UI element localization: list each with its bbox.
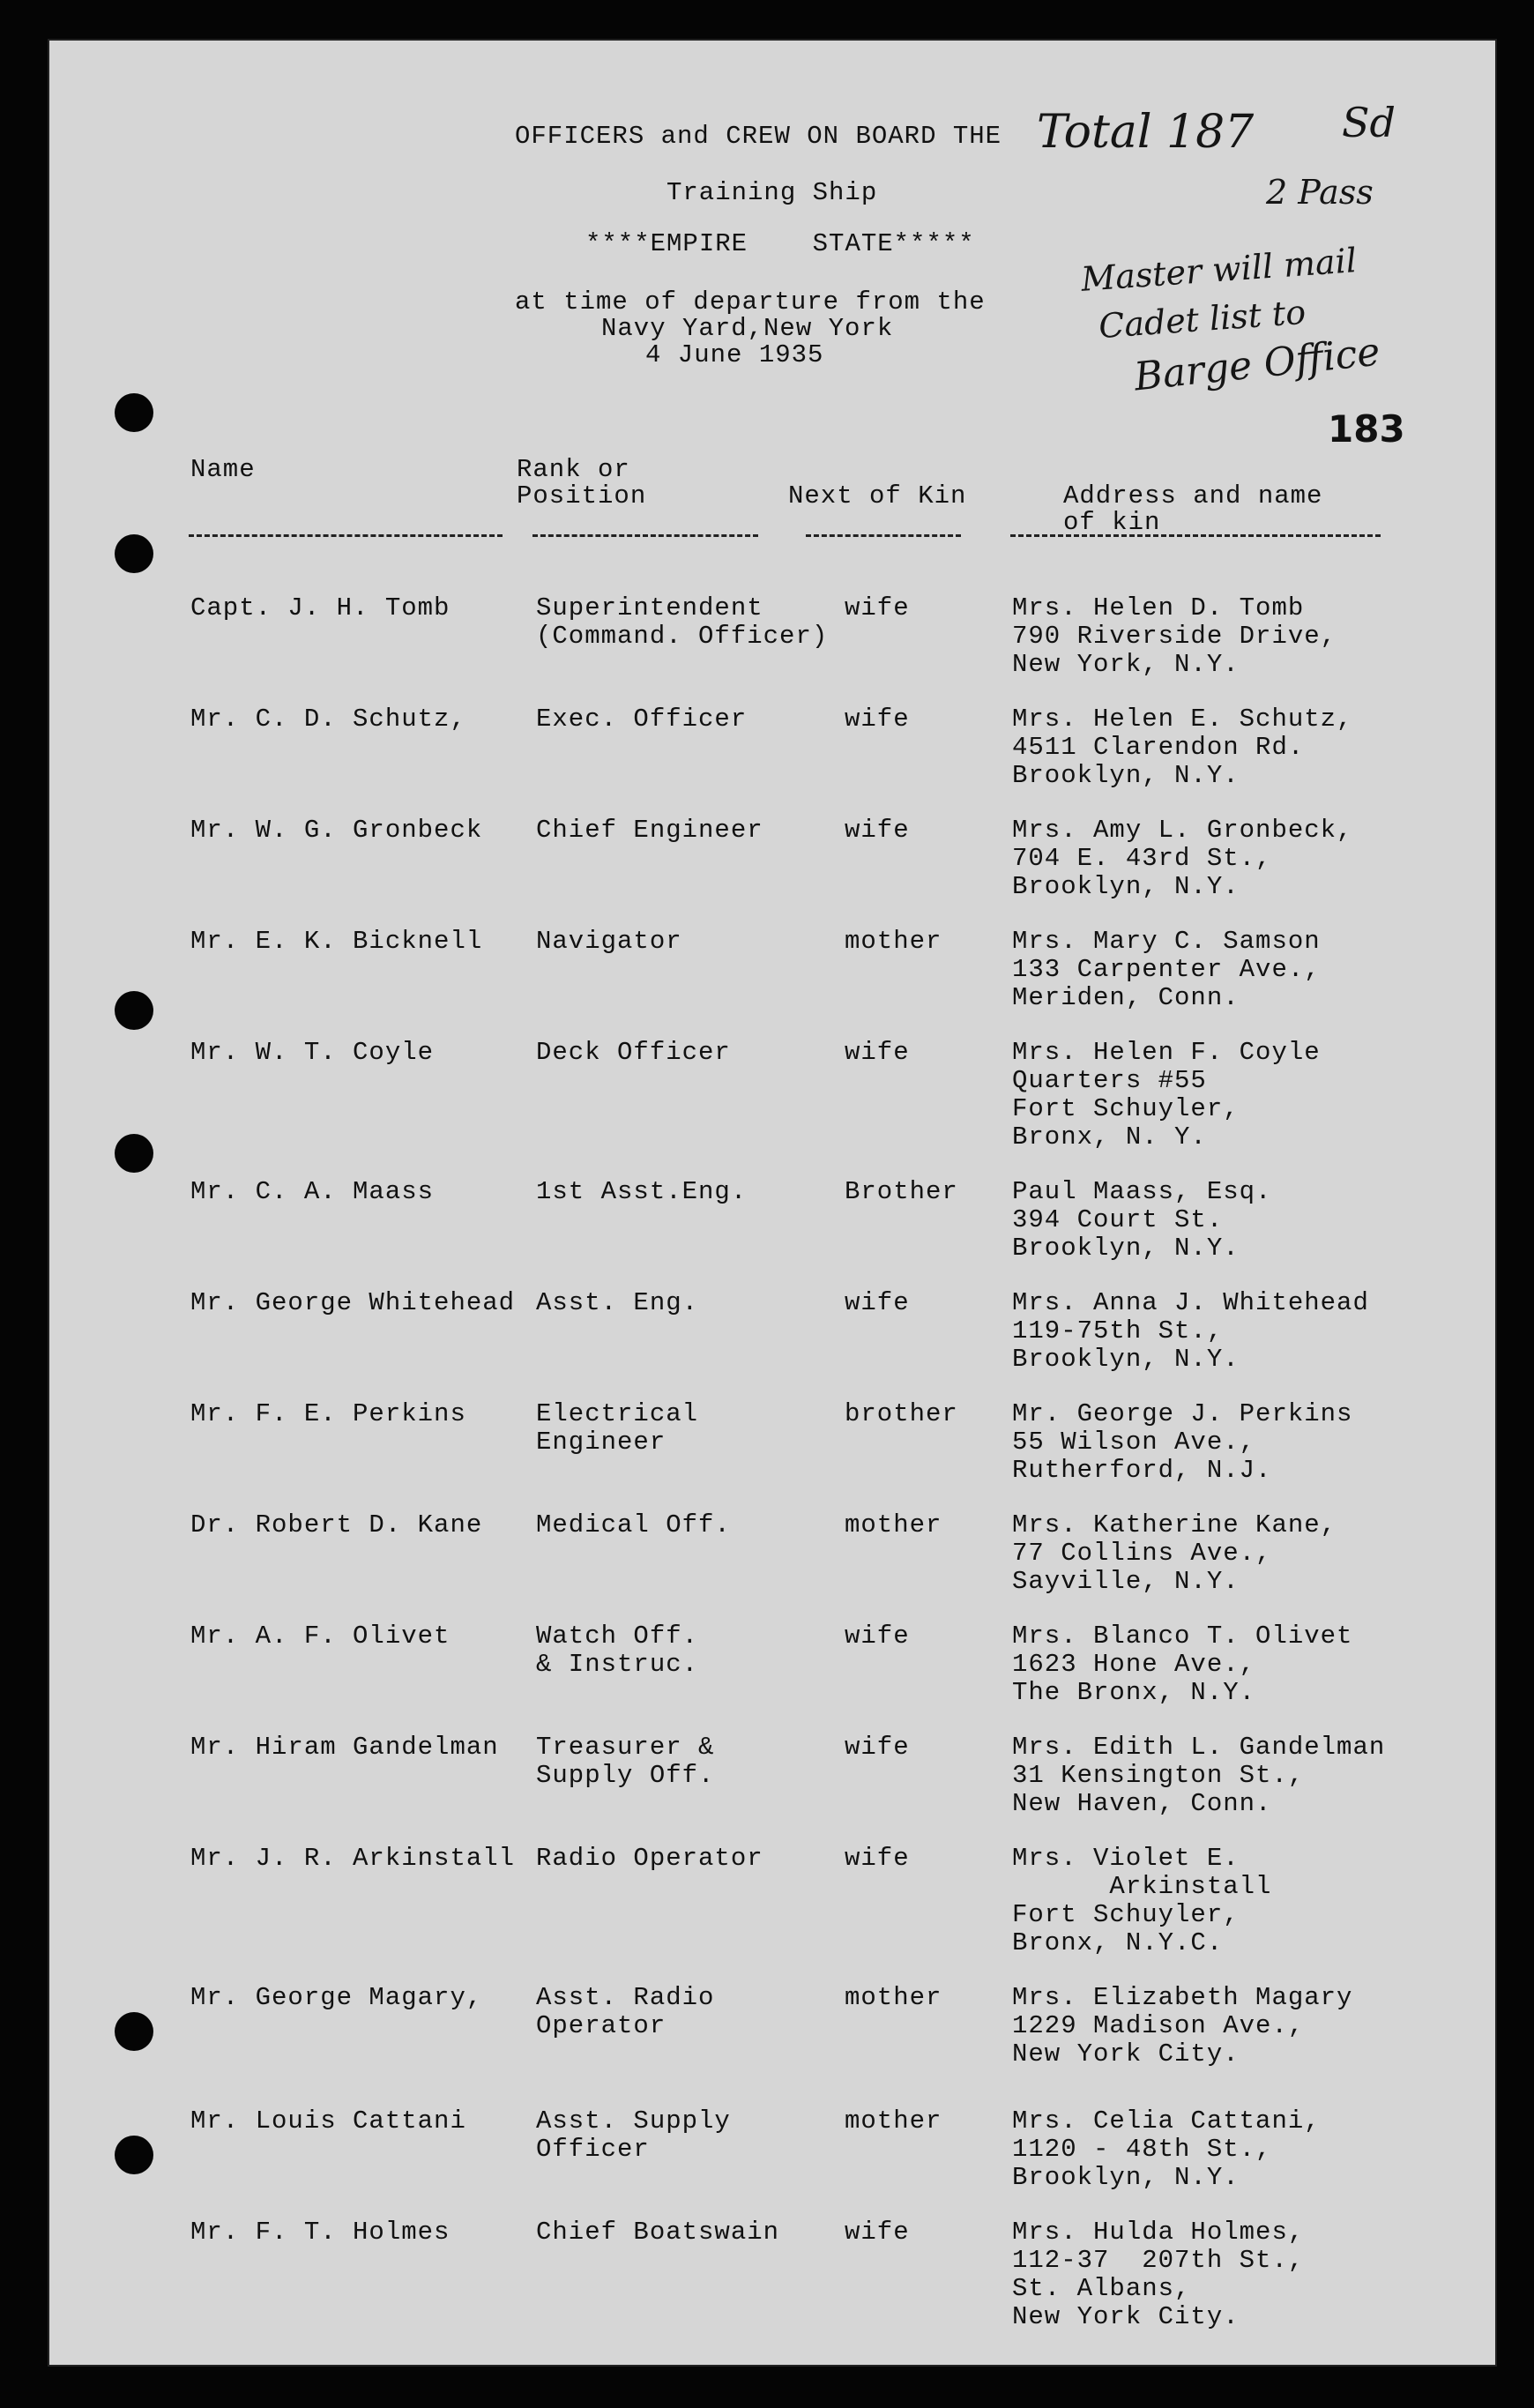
header-rule [532, 534, 758, 537]
crew-next-of-kin: wife [845, 593, 910, 623]
crew-rank: Chief Engineer [536, 816, 763, 845]
crew-rank: Asst. Supply [536, 2106, 731, 2136]
crew-kin-address: New York, N.Y. [1012, 650, 1240, 679]
punch-hole-icon [115, 393, 153, 432]
crew-kin-address: 133 Carpenter Ave., [1012, 955, 1321, 984]
crew-rank: Electrical [536, 1399, 699, 1428]
crew-name: Mr. George Whitehead [190, 1288, 516, 1317]
crew-next-of-kin: wife [845, 705, 910, 734]
crew-name: Mr. A. F. Olivet [190, 1621, 451, 1651]
crew-kin-address: 55 Wilson Ave., [1012, 1428, 1256, 1457]
crew-rank: & Instruc. [536, 1650, 699, 1679]
crew-name: Mr. W. T. Coyle [190, 1038, 435, 1067]
crew-kin-address: 790 Riverside Drive, [1012, 622, 1337, 651]
crew-kin-address: Mrs. Helen F. Coyle [1012, 1038, 1321, 1067]
crew-kin-address: Mrs. Anna J. Whitehead [1012, 1288, 1369, 1317]
crew-kin-address: 1623 Hone Ave., [1012, 1650, 1256, 1679]
crew-name: Mr. E. K. Bicknell [190, 927, 483, 956]
handwritten-total: Total 187 [1037, 106, 1255, 159]
crew-kin-address: 77 Collins Ave., [1012, 1539, 1272, 1568]
crew-kin-address: 119-75th St., [1012, 1316, 1224, 1346]
crew-rank: Operator [536, 2011, 666, 2040]
crew-name: Mr. F. T. Holmes [190, 2218, 451, 2247]
crew-row [49, 2218, 1495, 2333]
crew-next-of-kin: wife [845, 1733, 910, 1762]
crew-kin-address: New Haven, Conn. [1012, 1789, 1272, 1818]
crew-row [49, 1178, 1495, 1293]
crew-row [49, 1511, 1495, 1626]
crew-row [49, 928, 1495, 1042]
crew-rank: 1st Asst.Eng. [536, 1177, 748, 1206]
crew-kin-address: Mrs. Katherine Kane, [1012, 1510, 1337, 1539]
crew-rank: Deck Officer [536, 1038, 731, 1067]
crew-kin-address: Mrs. Helen E. Schutz, [1012, 705, 1353, 734]
crew-name: Mr. George Magary, [190, 1983, 483, 2012]
crew-kin-address: Mrs. Edith L. Gandelman [1012, 1733, 1386, 1762]
handwritten-crew-note: Sd [1342, 99, 1396, 146]
crew-row [49, 1845, 1495, 1959]
header-rule [189, 534, 503, 537]
crew-kin-address: Fort Schuyler, [1012, 1900, 1240, 1929]
header-line-1: OFFICERS and CREW ON BOARD THE [515, 122, 1002, 151]
crew-kin-address: Mrs. Violet E. [1012, 1844, 1240, 1873]
crew-row [49, 1039, 1495, 1153]
crew-kin-address: The Bronx, N.Y. [1012, 1678, 1256, 1707]
crew-next-of-kin: brother [845, 1399, 958, 1428]
col-header-addr-2: of kin [1063, 508, 1161, 537]
header-rule [1010, 534, 1381, 537]
crew-name: Mr. J. R. Arkinstall [190, 1844, 516, 1873]
crew-rank: Asst. Eng. [536, 1288, 699, 1317]
crew-kin-address: Mr. George J. Perkins [1012, 1399, 1353, 1428]
handwritten-pass-note: 2 Pass [1266, 173, 1374, 212]
crew-next-of-kin: mother [845, 1510, 942, 1539]
col-header-rank-2: Position [517, 481, 647, 511]
crew-next-of-kin: wife [845, 1621, 910, 1651]
crew-kin-address: 1120 - 48th St., [1012, 2135, 1272, 2164]
crew-next-of-kin: wife [845, 1288, 910, 1317]
crew-kin-address: 4511 Clarendon Rd. [1012, 733, 1305, 762]
crew-kin-address: Bronx, N. Y. [1012, 1122, 1207, 1152]
col-header-rank-1: Rank or [517, 455, 630, 484]
crew-name: Dr. Robert D. Kane [190, 1510, 483, 1539]
crew-row [49, 705, 1495, 820]
crew-kin-address: Mrs. Elizabeth Magary [1012, 1983, 1353, 2012]
crew-kin-address: Mrs. Blanco T. Olivet [1012, 1621, 1353, 1651]
crew-row [49, 2107, 1495, 2222]
crew-kin-address: Brooklyn, N.Y. [1012, 872, 1240, 901]
crew-next-of-kin: wife [845, 816, 910, 845]
crew-rank: (Command. Officer) [536, 622, 829, 651]
crew-next-of-kin: wife [845, 1844, 910, 1873]
crew-name: Mr. C. D. Schutz, [190, 705, 466, 734]
handwritten-mail-note-2: Cadet list to [1097, 292, 1307, 347]
crew-rank: Watch Off. [536, 1621, 699, 1651]
crew-next-of-kin: Brother [845, 1177, 958, 1206]
crew-kin-address: Mrs. Hulda Holmes, [1012, 2218, 1305, 2247]
crew-next-of-kin: mother [845, 927, 942, 956]
crew-rank: Officer [536, 2135, 650, 2164]
crew-kin-address: Mrs. Celia Cattani, [1012, 2106, 1321, 2136]
crew-next-of-kin: mother [845, 1983, 942, 2012]
crew-name: Capt. J. H. Tomb [190, 593, 451, 623]
crew-kin-address: 1229 Madison Ave., [1012, 2011, 1305, 2040]
crew-rank: Exec. Officer [536, 705, 748, 734]
crew-row [49, 1733, 1495, 1848]
crew-kin-address: Brooklyn, N.Y. [1012, 1234, 1240, 1263]
crew-kin-address: New York City. [1012, 2039, 1240, 2069]
crew-row [49, 594, 1495, 709]
handwritten-mail-note-1: Master will mail [1079, 241, 1359, 299]
crew-rank: Medical Off. [536, 1510, 731, 1539]
crew-kin-address: Quarters #55 [1012, 1066, 1207, 1095]
crew-name: Mr. W. G. Gronbeck [190, 816, 483, 845]
crew-rank: Engineer [536, 1428, 666, 1457]
crew-kin-address: St. Albans, [1012, 2274, 1191, 2303]
crew-row [49, 1622, 1495, 1737]
crew-next-of-kin: mother [845, 2106, 942, 2136]
crew-next-of-kin: wife [845, 2218, 910, 2247]
crew-rank: Treasurer & [536, 1733, 715, 1762]
crew-kin-address: Fort Schuyler, [1012, 1094, 1240, 1123]
crew-name: Mr. F. E. Perkins [190, 1399, 466, 1428]
crew-row [49, 1400, 1495, 1515]
col-header-kin: Next of Kin [788, 481, 967, 511]
punch-hole-icon [115, 534, 153, 573]
crew-kin-address: Mrs. Helen D. Tomb [1012, 593, 1305, 623]
page-number: 183 [1328, 407, 1405, 451]
crew-kin-address: 31 Kensington St., [1012, 1761, 1305, 1790]
crew-rank: Asst. Radio [536, 1983, 715, 2012]
crew-row [49, 816, 1495, 931]
crew-next-of-kin: wife [845, 1038, 910, 1067]
crew-kin-address: Bronx, N.Y.C. [1012, 1928, 1224, 1957]
crew-kin-address: Sayville, N.Y. [1012, 1567, 1240, 1596]
crew-rank: Radio Operator [536, 1844, 763, 1873]
crew-row [49, 1289, 1495, 1404]
crew-kin-address: Rutherford, N.J. [1012, 1456, 1272, 1485]
crew-row [49, 1984, 1495, 2099]
crew-rank: Superintendent [536, 593, 763, 623]
crew-kin-address: Brooklyn, N.Y. [1012, 1345, 1240, 1374]
crew-rank: Supply Off. [536, 1761, 715, 1790]
crew-kin-address: Brooklyn, N.Y. [1012, 761, 1240, 790]
crew-kin-address: New York City. [1012, 2302, 1240, 2331]
handwritten-mail-note-3: Barge Office [1132, 329, 1382, 400]
header-line-3: ****EMPIRE STATE***** [585, 229, 975, 258]
header-line-5: Navy Yard,New York [601, 314, 894, 343]
header-line-6: 4 June 1935 [645, 340, 824, 369]
crew-name: Mr. Louis Cattani [190, 2106, 466, 2136]
col-header-addr-1: Address and name [1063, 481, 1323, 511]
crew-name: Mr. Hiram Gandelman [190, 1733, 499, 1762]
crew-kin-address: 394 Court St. [1012, 1205, 1224, 1234]
crew-kin-address: Mrs. Amy L. Gronbeck, [1012, 816, 1353, 845]
crew-name: Mr. C. A. Maass [190, 1177, 435, 1206]
crew-rank: Navigator [536, 927, 682, 956]
crew-kin-address: Mrs. Mary C. Samson [1012, 927, 1321, 956]
crew-kin-address: Arkinstall [1012, 1872, 1272, 1901]
crew-kin-address: Paul Maass, Esq. [1012, 1177, 1272, 1206]
crew-kin-address: 112-37 207th St., [1012, 2246, 1305, 2275]
header-line-2: Training Ship [666, 178, 878, 207]
document-sheet [48, 39, 1497, 2367]
header-rule [806, 534, 961, 537]
header-line-4: at time of departure from the [515, 287, 986, 317]
col-header-name: Name [190, 455, 256, 484]
crew-kin-address: 704 E. 43rd St., [1012, 844, 1272, 873]
crew-rank: Chief Boatswain [536, 2218, 780, 2247]
crew-kin-address: Meriden, Conn. [1012, 983, 1240, 1012]
crew-kin-address: Brooklyn, N.Y. [1012, 2163, 1240, 2192]
